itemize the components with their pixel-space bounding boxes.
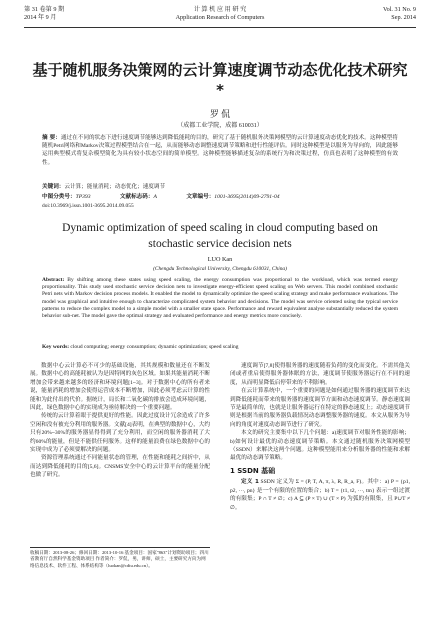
- section-heading: 1 SSDN 基础: [230, 466, 276, 475]
- article-no-label: 文章编号：: [186, 194, 215, 200]
- affiliation-cn: （成都工业学院，成都 610031）: [177, 123, 263, 129]
- keywords-en: [42, 344, 398, 351]
- abstract-cn-text: 通过在不同的状态下进行速度调节能够达到降低能耗的目的，研究了基于随机服务决策网模型的云计算速度动态优化的技术。这种模型将随机Petri网络和Markov决策过程模型结合在一起，从而能够动态调整速度调节策略和进行性能评估。同时这种模型是以服务为导向的，因此能够运用典型模式将复杂模型简化为具有较小状态空间的简单模型。这种模型能够描述复杂的系统行为和决策过程，仿真也表明了这种模型的有效性。: [42, 135, 398, 166]
- keywords-en-label: Key words:: [42, 344, 70, 350]
- abstract-en-label: Abstract:: [42, 277, 65, 283]
- keywords-cn: [42, 183, 398, 191]
- clc-value: TP393: [75, 194, 91, 200]
- body-paragraph: 资源管理系统通过不同能量状态的管理，在性能和能耗之间折中，从而达到降低能耗的目的[5,6]。CNSMS安全中心的云计算平台的能量分配也做了研究。: [30, 455, 210, 479]
- article-no-value: 1001-3695(2014)09-2791-04: [214, 194, 280, 200]
- footnote-rule: [30, 547, 210, 548]
- footnote-left: 收稿日期：2013-08-26；修回日期：2013-10-16 基金项目：国家"863"计划资助项目；四川省教育厅自然科学基金资助项目 作者简介：罗侃，男，讲师，硕士，主要研究方向为网络信息技术、软件工程、体系结构等（luokan@cdtu.edu.cn）。: [30, 550, 209, 568]
- definition-paragraph: [230, 478, 410, 512]
- doi[interactable]: doi:10.3969/j.issn.1001-3695.2014.09.055: [42, 203, 134, 209]
- affiliation-en: (Chengdu Technological University, Chengdu 610031, China): [153, 266, 287, 272]
- paper-title-cn: 基于随机服务决策网的云计算速度调节动态优化技术研究*: [32, 61, 408, 99]
- body-column-right: [230, 362, 410, 512]
- clc-field: [42, 194, 91, 200]
- volume-issue-cn: 第 31 卷第 9 期: [24, 6, 65, 13]
- paper-title-en: Dynamic optimization of speed scaling in cloud computing based on stochastic service decision nets: [62, 222, 378, 250]
- body-paragraph: 数据中心云计算必不可少的基础设施，其其规模和数量还在不断发展。数据中心的高能耗被认为是因特网的灰色区域。如果其能量消耗不断增加会带来越来越多的经济和环境问题[1~3]。对于数据中心的所有者来说，能量消耗的增加会使得运营成本不断增加，因此必须考虑云计算的性能和为此付出的代价。据统计，局长和二氧化碳的排放会造成环境问题，因此，绿色数据中心的实现成为亟待解决的一个重要问题。: [30, 363, 210, 412]
- body-paragraph: 本文的研究主要集中以下几个问题：a)速度调节对服务性能的影响；b)如何设计最优的动态速度调节策略。本文通过随机服务决策网模型（SSDN）来解决这两个问题。这种模型能用来分析服务器的性能和求解最优的动态调节策略。: [230, 430, 410, 462]
- header-center: [24, 6, 416, 22]
- abstract-en: [42, 277, 398, 320]
- definition-text: SSDN 定义为 Σ = (P, T, A, π, λ, R, R_a, F)。其中：a) P = {p1, p2, ···, pn} 是一个有限的位置的集合；b) T = {t1, t2, ···, tm} 表示一组过渡的有限集；P ∩ T ≠ ∅；c) A ⊆ (P × T) ∪ (T × P) 为弧的有限集，且 P∪T ≠ ∅。: [230, 479, 410, 511]
- doc-code-field: [120, 194, 157, 200]
- keywords-cn-label: 关键词：: [42, 184, 65, 190]
- date-cn: 2014 年 9 月: [24, 14, 57, 21]
- body-paragraph: 传统的云计算着眼于提供更好的性能。因此过度设计冗余造成了许多空闲和没有被充分利用的服务器。文献[4]表明，在典型的数据中心，大约只有20%~30%的服务器显得得到了充分利用，而空闲的服务器消耗了大约60%的能量，但是不能供任何服务。这样的能量浪费在绿色数据中心的实现中成为了必须要解决的问题。: [30, 413, 210, 454]
- doc-code-value: A: [153, 194, 157, 200]
- classification-line: [42, 193, 398, 201]
- volume-issue-en: Vol. 31 No. 9: [382, 6, 416, 13]
- running-header: [24, 6, 416, 28]
- body-paragraph: 速度调节[7,8]使得服务器的速度随着负荷的变化而变化。不需其他关闭或者重启使得服务器体眠的方法，速度调节使服务器运行在不同的速度，从而明显降低启停带来的不利影响。: [230, 363, 410, 386]
- abstract-cn: [42, 134, 398, 167]
- journal-name-en: Application Research of Computers: [175, 14, 265, 21]
- date-en: Sep. 2014: [391, 14, 416, 21]
- clc-label: 中图分类号：: [42, 194, 76, 200]
- abstract-cn-label: 摘 要：: [42, 135, 61, 141]
- keywords-cn-text: 云计算；能量消耗；动态优化；速度调节: [64, 184, 166, 190]
- definition-label: 定义 1: [241, 479, 259, 486]
- keywords-en-text: cloud computing; energy consumption; dynamic optimization; speed scaling: [70, 344, 239, 350]
- journal-name-cn: 计 算 机 应 用 研 究: [193, 6, 247, 13]
- body-column-left: [30, 362, 210, 480]
- abstract-en-text: By shifting among these states using speed scaling, the energy consumption was proportional to the workload, which was termed energy proportionality. This study used stochastic service decision nets to investigate energy-efficient speed scaling on Web servers. This model combined stochastic Petri nets with Markov decision process models. It enabled the model to dynamically optimize the speed scaling strategy and make performance evaluations. The model was graphical and intuitive enough to characterize complicated system behavior and decisions. The model was service oriented using the typical service patterns to reduce the complex model to a simple model with a smaller state space. Performance and reward equivalent analyse substantially reduced the system behavior sub-net. The model gave the optimal strategy and evaluated performance and energy metrics more concisely.: [42, 277, 399, 320]
- doc-code-label: 文献标志码：: [119, 194, 154, 200]
- author-en: LUO Kan: [207, 256, 233, 263]
- author-cn: 罗 侃: [209, 109, 231, 119]
- article-no-field: [186, 194, 279, 200]
- body-paragraph: 在云计算系统中，一个重要的问题是如何通过服务器的速度调节来达到降低能耗而带来的服务器的速度调节方面和动态速度调节。静态速度调节是最简单的，也就是让服务器运行在特定的静态速度上；动态速度调节则是根据当前的服务器负载情况动态调整服务器的速度。本文从服务为导向的角度对速度动态调节进行了研究。: [230, 388, 410, 428]
- header-right: [383, 6, 416, 22]
